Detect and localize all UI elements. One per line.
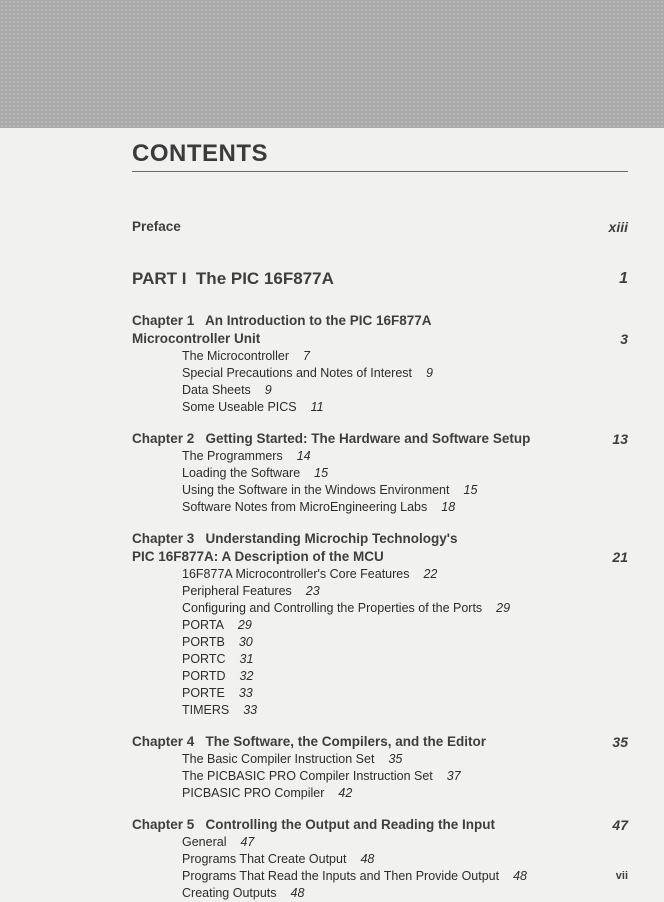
toc-subentry[interactable] xyxy=(182,482,628,499)
subentry-title: The Programmers xyxy=(182,449,283,463)
subentry-title: PORTB xyxy=(182,635,225,649)
toc-subentry[interactable] xyxy=(182,348,628,365)
chapter-heading[interactable] xyxy=(132,530,628,566)
page-number: vii xyxy=(615,870,628,882)
subentry-title: Programs That Read the Inputs and Then Provide Output xyxy=(182,869,500,883)
chapter-5 xyxy=(132,816,628,902)
toc-subentry[interactable] xyxy=(182,600,628,617)
subentry-page: 9 xyxy=(264,383,272,397)
toc-subentry[interactable] xyxy=(182,382,628,399)
subentry-title: Some Useable PICS xyxy=(182,400,297,414)
page-title: CONTENTS xyxy=(132,140,268,167)
subentry-title: PICBASIC PRO Compiler xyxy=(182,786,325,800)
title-rule xyxy=(132,171,628,172)
chapter-page: 21 xyxy=(612,549,628,565)
preface-page: xiii xyxy=(608,219,628,235)
subentry-title: Using the Software in the Windows Environment xyxy=(182,483,450,497)
subentry-page: 31 xyxy=(239,652,254,666)
subentry-page: 7 xyxy=(302,349,310,363)
subentry-title: Data Sheets xyxy=(182,383,251,397)
part-label: PART I The PIC 16F877A xyxy=(132,269,334,288)
toc-subentry[interactable] xyxy=(182,566,628,583)
subentry-title: Peripheral Features xyxy=(182,584,292,598)
toc-subentry[interactable] xyxy=(182,885,628,902)
toc-entry-preface[interactable] xyxy=(132,218,628,236)
toc-subentry[interactable] xyxy=(182,448,628,465)
subentry-title: TIMERS xyxy=(182,703,230,717)
toc-subentry[interactable] xyxy=(182,399,628,416)
preface-title: Preface xyxy=(132,219,181,234)
toc-subentry[interactable] xyxy=(182,668,628,685)
toc-subentry[interactable] xyxy=(182,583,628,600)
subentry-title: PORTA xyxy=(182,618,224,632)
chapter-3 xyxy=(132,530,628,719)
subentry-page: 23 xyxy=(305,584,320,598)
chapter-page: 3 xyxy=(620,331,628,347)
chapter-page: 47 xyxy=(612,817,628,833)
subentry-page: 15 xyxy=(463,483,478,497)
toc-subentry[interactable] xyxy=(182,785,628,802)
subentry-title: Loading the Software xyxy=(182,466,301,480)
subentry-page: 14 xyxy=(296,449,311,463)
toc-subentry[interactable] xyxy=(182,465,628,482)
chapter-page: 13 xyxy=(612,431,628,447)
subentry-page: 48 xyxy=(360,852,375,866)
subentry-title: The Basic Compiler Instruction Set xyxy=(182,752,375,766)
subentry-title: Creating Outputs xyxy=(182,886,277,900)
chapter-list xyxy=(132,312,628,902)
chapter-4 xyxy=(132,733,628,802)
chapter-title-line: Microcontroller Unit xyxy=(132,331,261,346)
subentry-page: 48 xyxy=(290,886,305,900)
subentry-page: 42 xyxy=(338,786,353,800)
chapter-title-line: Chapter 2 Getting Started: The Hardware and Software Setup xyxy=(132,431,531,446)
subentry-page: 29 xyxy=(496,601,511,615)
subentry-page: 9 xyxy=(426,366,433,380)
subentry-title: PORTC xyxy=(182,652,226,666)
subentry-page: 33 xyxy=(238,686,253,700)
subentry-title: Programs That Create Output xyxy=(182,852,347,866)
table-of-contents xyxy=(132,218,628,902)
toc-subentry[interactable] xyxy=(182,868,628,885)
toc-subentry[interactable] xyxy=(182,651,628,668)
subentry-title: General xyxy=(182,835,227,849)
subentry-page: 22 xyxy=(423,567,438,581)
chapter-heading[interactable] xyxy=(132,312,628,348)
subentry-page: 37 xyxy=(446,769,461,783)
chapter-title-line: Chapter 3 Understanding Microchip Technology's xyxy=(132,531,458,546)
chapter-heading[interactable] xyxy=(132,733,628,751)
subentry-title: The PICBASIC PRO Compiler Instruction Set xyxy=(182,769,433,783)
chapter-heading[interactable] xyxy=(132,430,628,448)
subentry-page: 11 xyxy=(310,400,324,414)
subentry-title: 16F877A Microcontroller's Core Features xyxy=(182,567,410,581)
part-page: 1 xyxy=(619,270,628,287)
subentry-page: 30 xyxy=(238,635,253,649)
subentry-page: 47 xyxy=(240,835,255,849)
toc-subentry[interactable] xyxy=(182,499,628,516)
chapter-page: 35 xyxy=(612,734,628,750)
toc-subentry[interactable] xyxy=(182,768,628,785)
chapter-title-line: Chapter 1 An Introduction to the PIC 16F877A xyxy=(132,313,432,328)
toc-subentry[interactable] xyxy=(182,834,628,851)
chapter-2 xyxy=(132,430,628,516)
subentry-title: Configuring and Controlling the Properties of the Ports xyxy=(182,601,483,615)
subentry-page: 32 xyxy=(239,669,254,683)
subentry-page: 35 xyxy=(388,752,403,766)
subentry-page: 33 xyxy=(243,703,258,717)
subentry-page: 15 xyxy=(314,466,329,480)
subentry-title: PORTE xyxy=(182,686,225,700)
toc-subentry[interactable] xyxy=(182,634,628,651)
chapter-title-line: Chapter 5 Controlling the Output and Reading the Input xyxy=(132,817,495,832)
toc-subentry[interactable] xyxy=(182,851,628,868)
toc-subentry[interactable] xyxy=(182,685,628,702)
toc-subentry[interactable] xyxy=(182,365,628,382)
gray-header-band xyxy=(0,0,664,128)
chapter-heading[interactable] xyxy=(132,816,628,834)
subentry-page: 48 xyxy=(513,869,527,883)
toc-subentry[interactable] xyxy=(182,751,628,768)
subentry-title: Software Notes from MicroEngineering Labs xyxy=(182,500,428,514)
chapter-title-line: PIC 16F877A: A Description of the MCU xyxy=(132,549,384,564)
toc-entry-part[interactable] xyxy=(132,268,628,290)
subentry-title: Special Precautions and Notes of Interest xyxy=(182,366,412,380)
subentry-page: 18 xyxy=(441,500,456,514)
subentry-title: PORTD xyxy=(182,669,226,683)
subentry-title: The Microcontroller xyxy=(182,349,289,363)
toc-subentry[interactable] xyxy=(182,617,628,634)
subentry-page: 29 xyxy=(237,618,252,632)
chapter-title-line: Chapter 4 The Software, the Compilers, and the Editor xyxy=(132,734,487,749)
chapter-1 xyxy=(132,312,628,416)
toc-subentry[interactable] xyxy=(182,702,628,719)
